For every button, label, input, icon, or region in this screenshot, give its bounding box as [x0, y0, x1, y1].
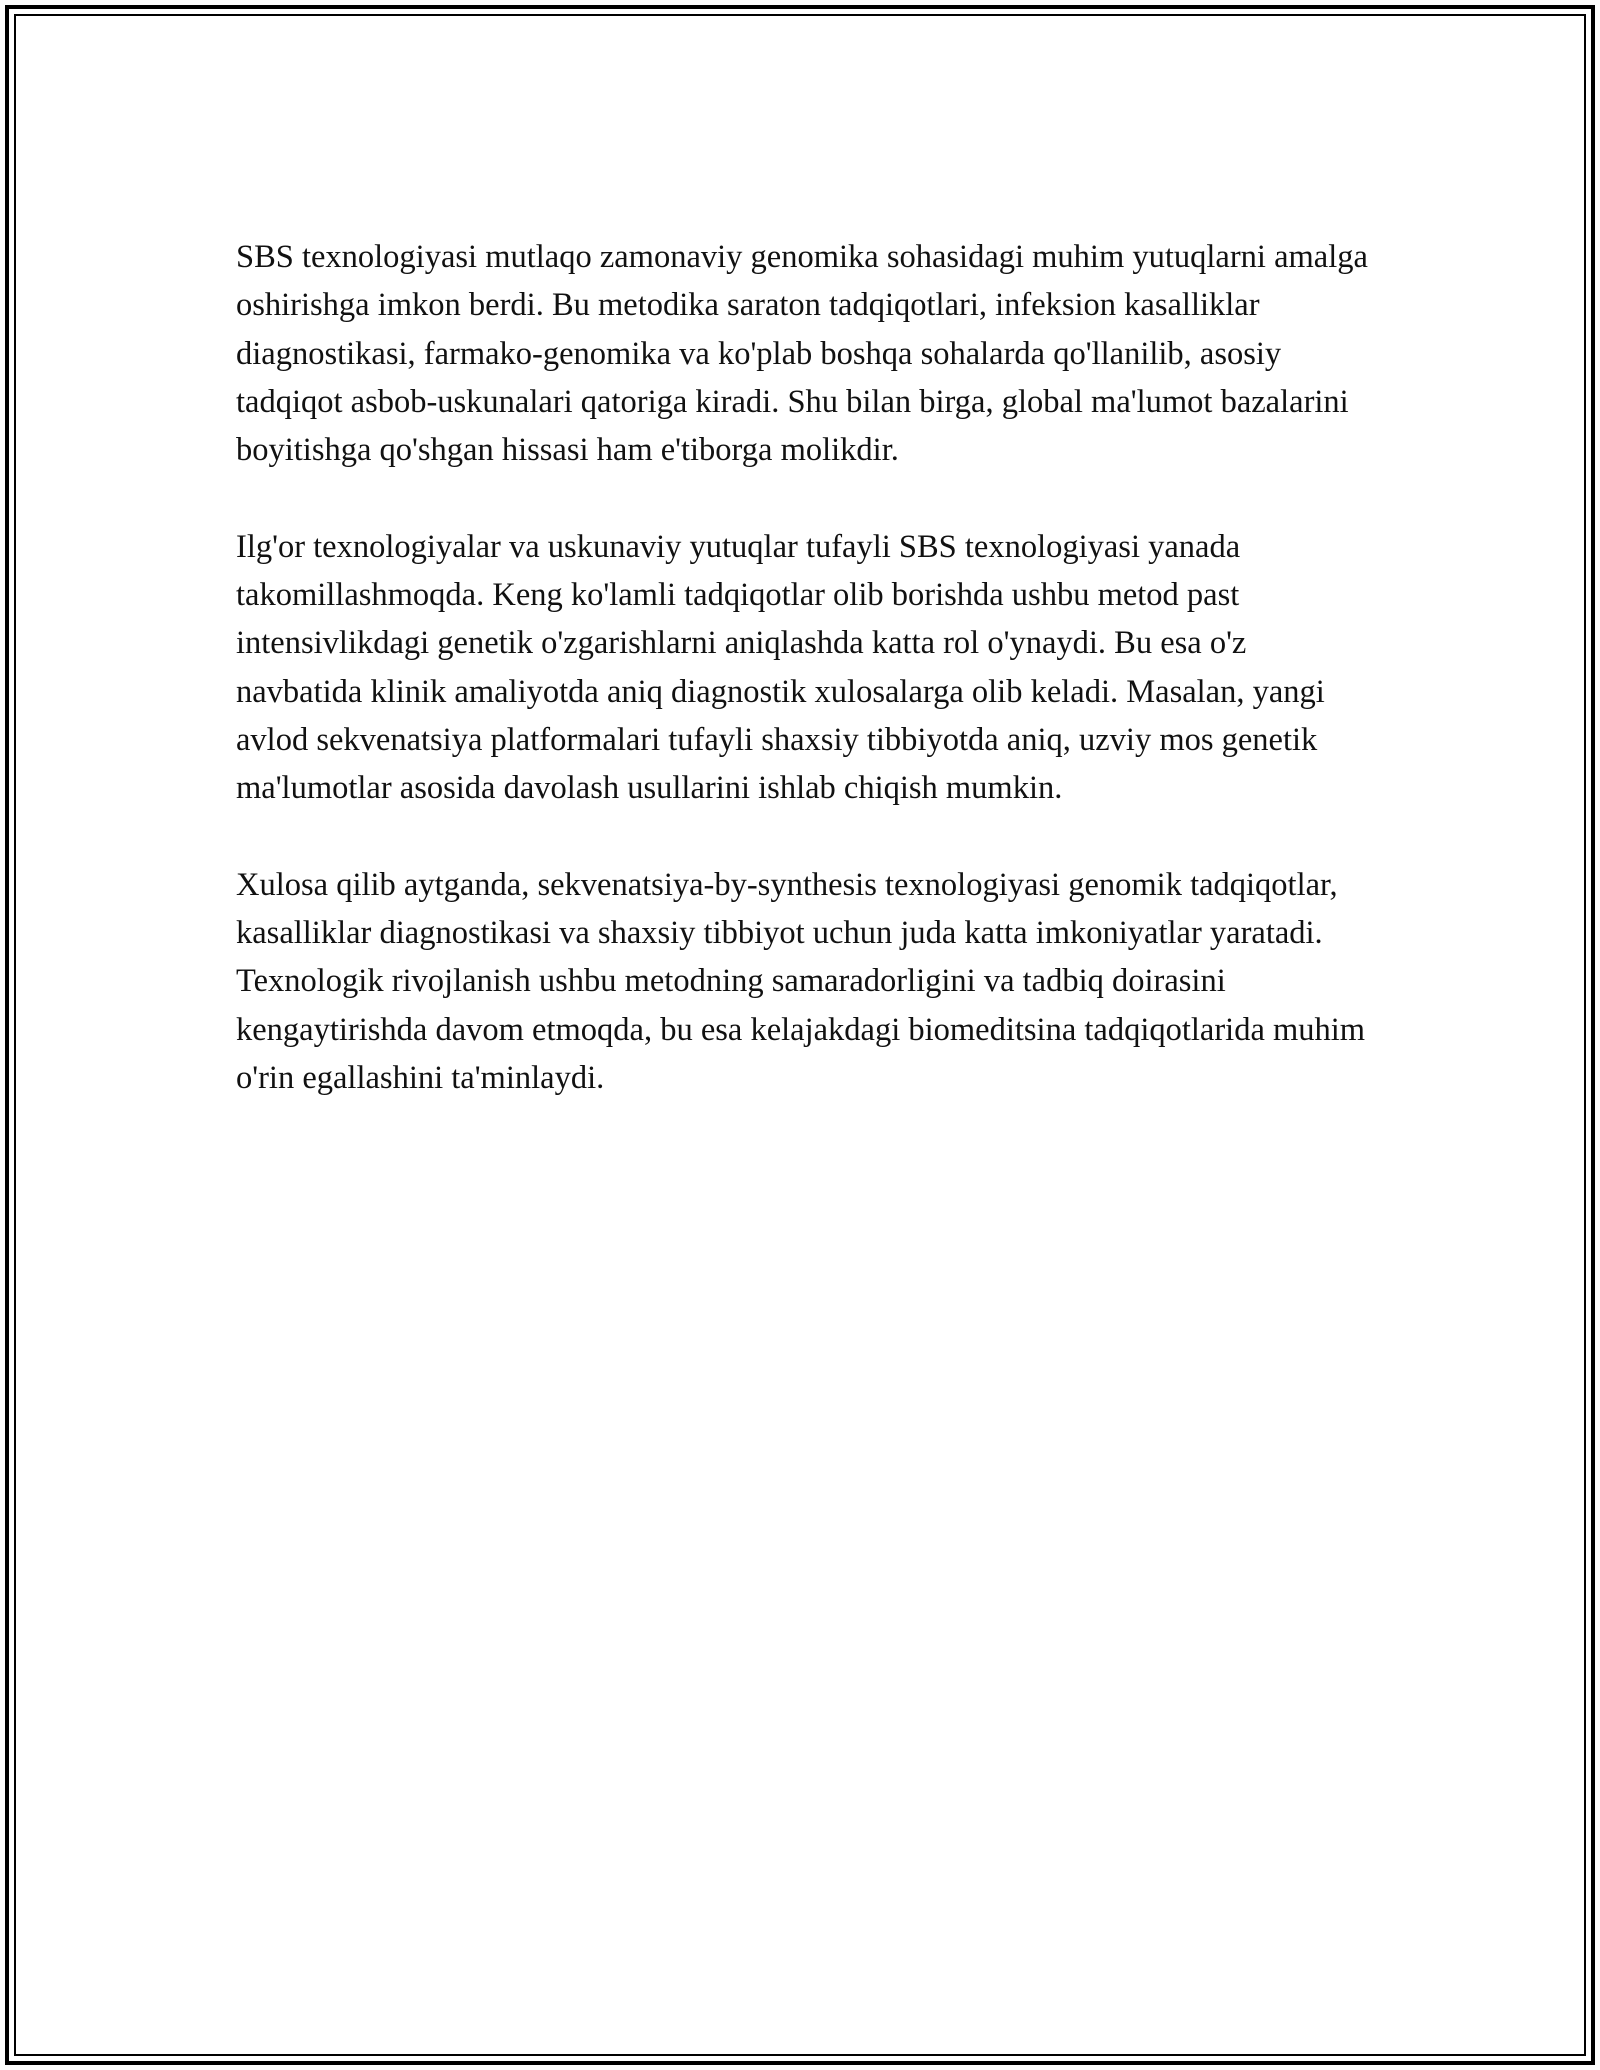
- paragraph-3: Xulosa qilib aytganda, sekvenatsiya-by-synthesis texnologiyasi genomik tadqiqotlar, kasalliklar diagnostikasi va shaxsiy tibbiyot uchun juda katta imkoniyatlar yaratadi. Texnologik rivojlanish ushbu metodning samaradorligini va tadbiq doirasini kengaytirishda davom etmoqda, bu esa kelajakdagi biomeditsina tadqiqotlarida muhim o'rin egallashini ta'minlaydi.: [236, 866, 1366, 1097]
- paragraph-1: SBS texnologiyasi mutlaqo zamonaviy genomika sohasidagi muhim yutuqlarni amalga oshirishga imkon berdi. Bu metodika saraton tadqiqotlari, infeksion kasalliklar diagnostikasi, farmako-genomika va ko'plab boshqa sohalarda qo'llanilib, asosiy tadqiqot asbob-uskunalari qatoriga kiradi. Shu bilan birga, global ma'lumot bazalarini boyitishga qo'shgan hissasi ham e'tiborga molikdir.: [236, 239, 1368, 469]
- document-body: [236, 233, 1376, 1151]
- paragraph-2: Ilg'or texnologiyalar va uskunaviy yutuqlar tufayli SBS texnologiyasi yanada takomillashmoqda. Keng ko'lamli tadqiqotlar olib borishda ushbu metod past intensivlikdagi genetik o'zgarishlarni aniqlashda katta rol o'ynaydi. Bu esa o'z navbatida klinik amaliyotda aniq diagnostik xulosalarga olib keladi. Masalan, yangi avlod sekvenatsiya platformalari tufayli shaxsiy tibbiyotda aniq, uzviy mos genetik ma'lumotlar asosida davolash usullarini ishlab chiqish mumkin.: [236, 528, 1325, 807]
